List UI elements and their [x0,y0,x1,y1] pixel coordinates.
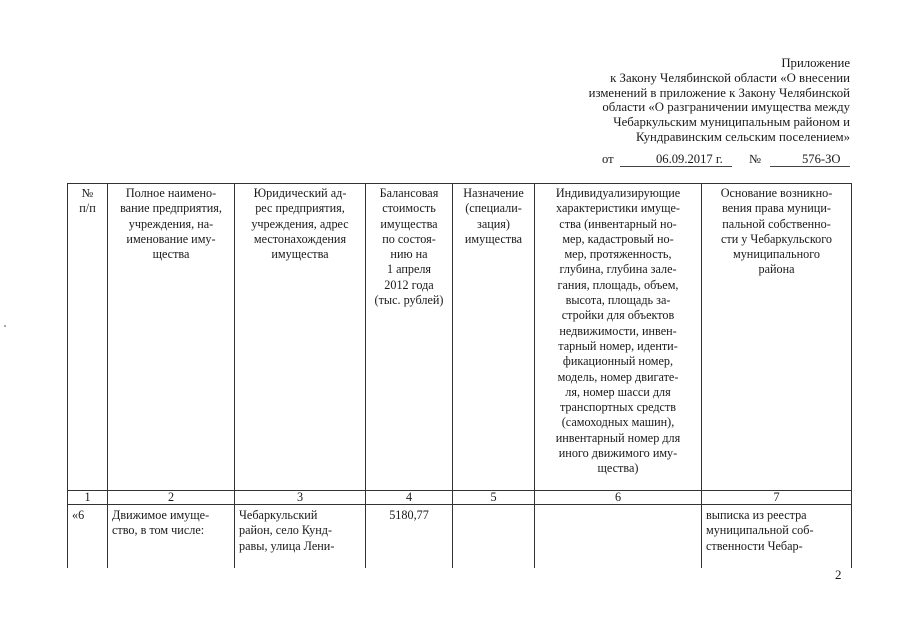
page-number: 2 [835,567,842,582]
table-header-row [68,184,852,491]
appendix-line: Кундравинским сельским поселением» [636,129,850,144]
appendix-line: Чебаркульским муниципальным районом и [613,115,850,130]
law-date-number-line [600,152,850,168]
appendix-heading [520,56,850,145]
appendix-line: области «О разграничении имущества между [602,100,850,115]
law-date: 06.09.2017 г. [656,152,723,166]
row-address: Чебаркульский район, село Кунд- равы, улица Лени- [235,505,366,569]
date-prefix: от [602,152,614,166]
column-number: 7 [702,491,852,505]
scan-dot [4,325,6,327]
row-balance-value: 5180,77 [366,505,453,569]
row-purpose [453,505,535,569]
property-table [67,183,852,568]
header-number: № п/п [68,184,108,491]
row-property-name: Движимое имуще- ство, в том числе: [108,505,235,569]
header-ownership-basis: Основание возникно- вения права муници- пальной собственно- сти у Чебаркульского муниципального района [702,184,852,491]
row-characteristics [535,505,702,569]
number-prefix: № [749,152,762,166]
column-number-row [68,491,852,505]
row-ownership-basis: выписка из реестра муниципальной соб- ственности Чебар- [702,505,852,569]
appendix-line: изменений в приложение к Закону Челябинской [588,85,850,100]
header-address: Юридический ад- рес предприятия, учреждения, адрес местонахождения имущества [235,184,366,491]
row-number: «6 [68,505,108,569]
table-row [68,505,852,569]
law-number: 576-ЗО [802,152,841,166]
header-balance-value: Балансовая стоимость имущества по состоя- нию на 1 апреля 2012 года (тыс. рублей) [366,184,453,491]
column-number: 1 [68,491,108,505]
column-number: 4 [366,491,453,505]
header-purpose: Назначение (специали- зация) имущества [453,184,535,491]
column-number: 2 [108,491,235,505]
appendix-line: к Закону Челябинской области «О внесении [610,70,850,85]
column-number: 5 [453,491,535,505]
header-name: Полное наимено- вание предприятия, учреждения, на- именование иму- щества [108,184,235,491]
column-number: 3 [235,491,366,505]
column-number: 6 [535,491,702,505]
header-characteristics: Индивидуализирующие характеристики имуще- ства (инвентарный но- мер, кадастровый но- мер, протяженность, глубина, глубина зале- гания, площадь, объем, высота, площадь за- стройки для объектов недвижимости, инвен- тарный номер, иденти- фикационный номер, модель, номер двигате- ля, номер шасси для транспортных средств (самоходных машин), инвентарный номер для иного движимого иму- щества) [535,184,702,491]
appendix-title: Приложение [781,56,850,70]
